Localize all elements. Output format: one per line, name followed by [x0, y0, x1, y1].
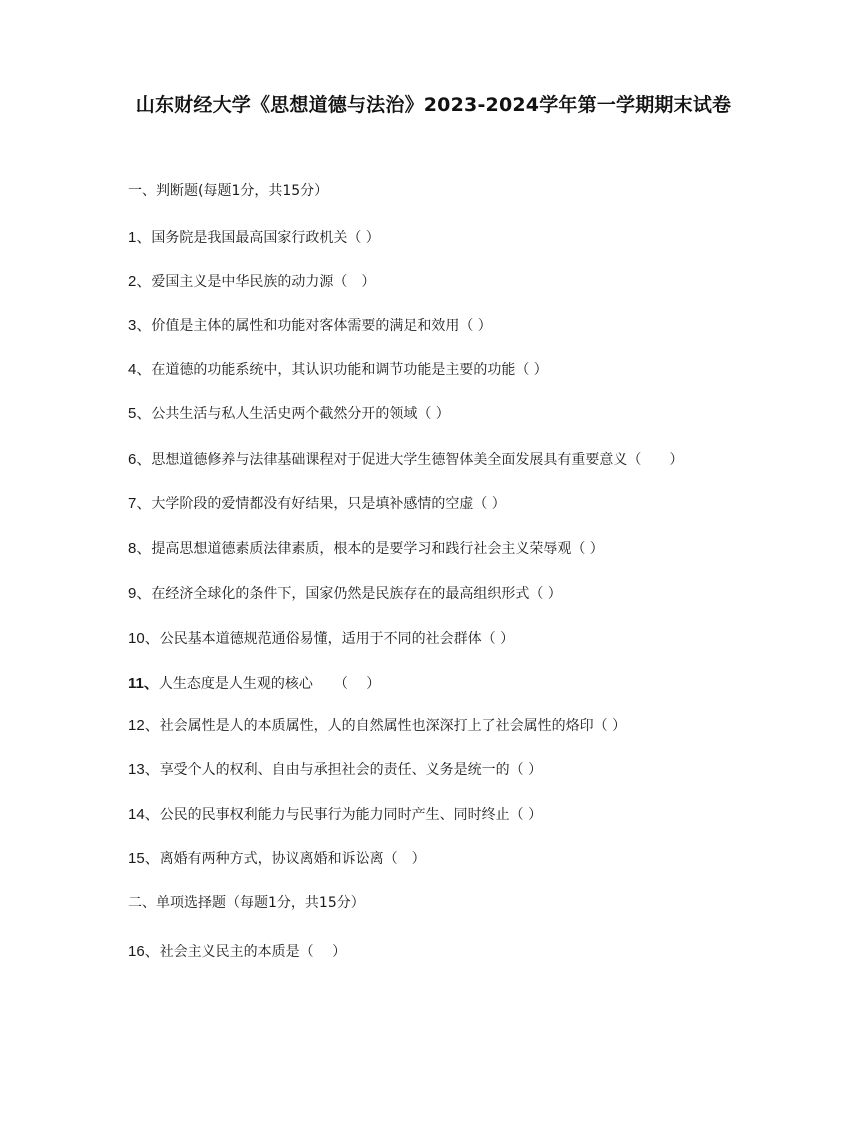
- question-15: [128, 849, 426, 869]
- question-text: 在道德的功能系统中，其认识功能和调节功能是主要的功能（ ）: [151, 362, 548, 378]
- question-3: [128, 316, 492, 336]
- question-text: 公共生活与私人生活史两个截然分开的领域（ ）: [151, 406, 450, 422]
- question-text: 离婚有两种方式，协议离婚和诉讼离（ ）: [159, 851, 426, 867]
- question-16: [128, 942, 346, 962]
- question-9: [128, 584, 562, 604]
- section-heading-single-choice: 二、单项选择题（每题1分，共15分）: [128, 895, 365, 911]
- section-heading-true-false: 一、判断题(每题1分，共15分）: [128, 183, 329, 199]
- question-5: [128, 404, 450, 424]
- question-text: 价值是主体的属性和功能对客体需要的满足和效用（ ）: [151, 318, 492, 334]
- question-text: 享受个人的权利、自由与承担社会的责任、义务是统一的（ ）: [159, 762, 543, 778]
- question-number: 11、: [128, 675, 159, 692]
- question-number: 3、: [128, 317, 152, 334]
- question-number: 7、: [128, 495, 152, 512]
- question-number: 2、: [128, 273, 152, 290]
- question-11: [128, 674, 380, 694]
- question-text: 在经济全球化的条件下，国家仍然是民族存在的最高组织形式（ ）: [151, 586, 562, 602]
- question-number: 8、: [128, 540, 152, 557]
- question-text: 国务院是我国最高国家行政机关（ ）: [151, 230, 380, 246]
- question-number: 9、: [128, 585, 152, 602]
- page-title: 山东财经大学《思想道德与法治》2023-2024学年第一学期期末试卷: [135, 94, 732, 116]
- question-13: [128, 760, 542, 780]
- question-number: 10、: [128, 630, 160, 647]
- question-12: [128, 716, 626, 736]
- question-number: 14、: [128, 806, 160, 823]
- question-number: 16、: [128, 943, 160, 960]
- question-10: [128, 629, 514, 649]
- question-text: 爱国主义是中华民族的动力源（ ）: [151, 274, 376, 290]
- question-number: 12、: [128, 717, 160, 734]
- question-number: 13、: [128, 761, 160, 778]
- question-number: 5、: [128, 405, 152, 422]
- question-4: [128, 360, 548, 380]
- question-8: [128, 539, 604, 559]
- question-text: 公民基本道德规范通俗易懂，适用于不同的社会群体（ ）: [159, 631, 515, 647]
- question-number: 4、: [128, 361, 152, 378]
- question-text: 社会主义民主的本质是（ ）: [159, 944, 347, 960]
- question-text: 社会属性是人的本质属性，人的自然属性也深深打上了社会属性的烙印（ ）: [159, 718, 627, 734]
- question-14: [128, 805, 542, 825]
- question-number: 1、: [128, 229, 152, 246]
- question-number: 15、: [128, 850, 160, 867]
- question-7: [128, 494, 506, 514]
- question-text: 思想道德修养与法律基础课程对于促进大学生德智体美全面发展具有重要意义（ ）: [151, 452, 684, 468]
- question-1: [128, 228, 380, 248]
- question-text: 公民的民事权利能力与民事行为能力同时产生、同时终止（ ）: [159, 807, 543, 823]
- question-text: 大学阶段的爱情都没有好结果，只是填补感情的空虚（ ）: [151, 496, 506, 512]
- question-number: 6、: [128, 451, 152, 468]
- question-2: [128, 272, 375, 292]
- question-text: 人生态度是人生观的核心 （ ）: [158, 676, 381, 692]
- question-text: 提高思想道德素质法律素质，根本的是要学习和践行社会主义荣辱观（ ）: [151, 541, 604, 557]
- question-6: [128, 450, 683, 470]
